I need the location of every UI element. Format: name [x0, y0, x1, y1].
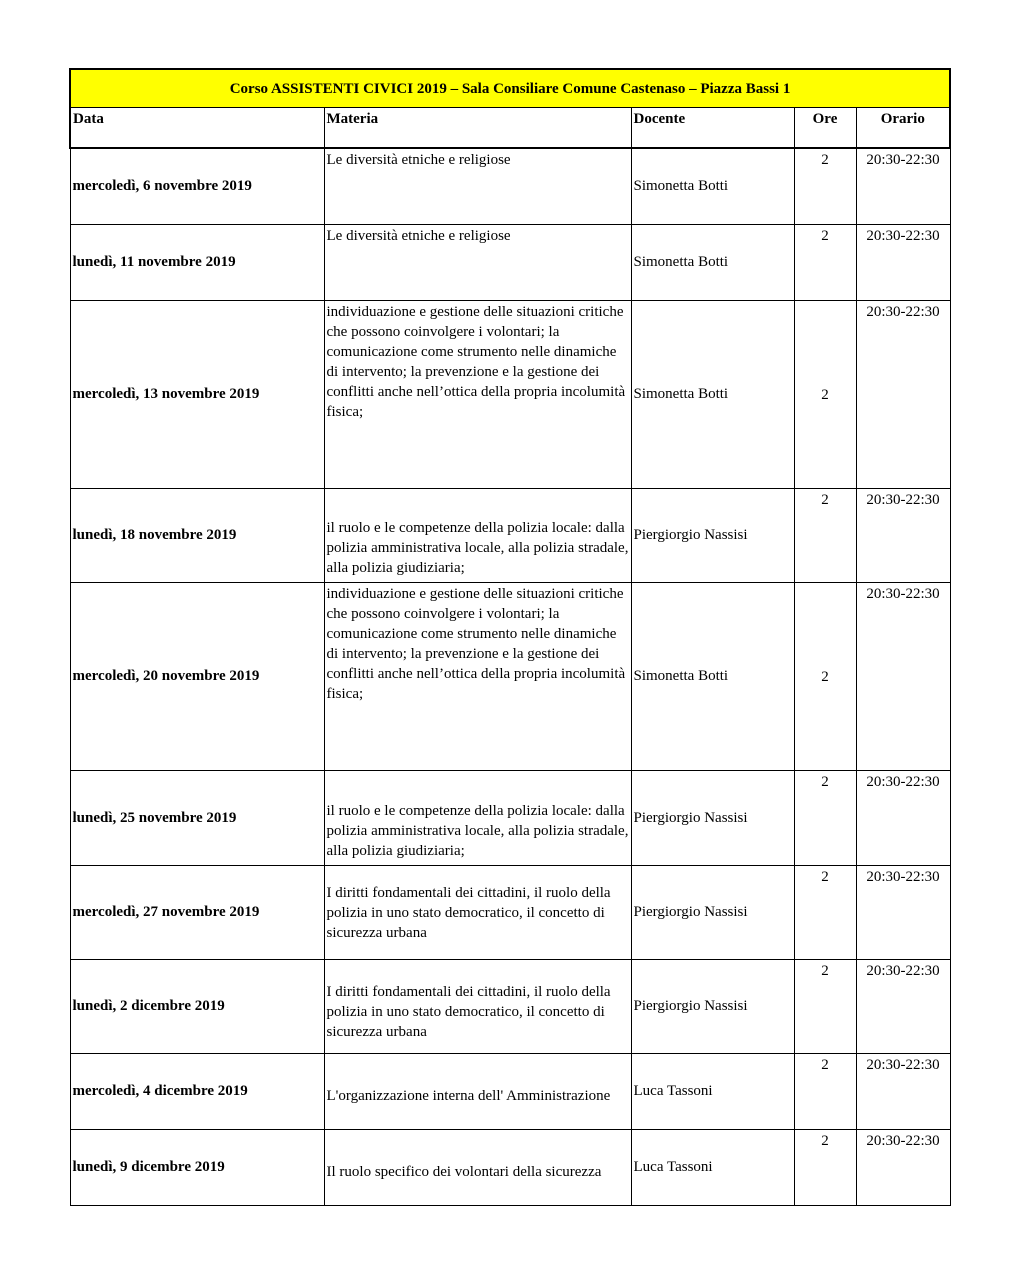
date-cell: mercoledì, 6 novembre 2019 — [70, 148, 324, 224]
time-cell: 20:30-22:30 — [856, 865, 950, 959]
table-row — [70, 959, 950, 1053]
header-docente: Docente — [631, 108, 794, 149]
header-ore: Ore — [794, 108, 856, 149]
subject-cell: individuazione e gestione delle situazioni critiche che possono coinvolgere i volontari; la comunicazione come strumento nelle dinamiche di intervento; la prevenzione e la gestione dei conflitti anche nell’ottica della propria incolumità fisica; — [324, 582, 631, 770]
time-cell: 20:30-22:30 — [856, 1053, 950, 1129]
date-cell: mercoledì, 20 novembre 2019 — [70, 582, 324, 770]
teacher-cell: Piergiorgio Nassisi — [631, 488, 794, 582]
subject-cell: il ruolo e le competenze della polizia locale: dalla polizia amministrativa locale, alla polizia stradale, alla polizia giudiziaria; — [324, 488, 631, 582]
subject-cell: I diritti fondamentali dei cittadini, il ruolo della polizia in uno stato democratico, il concetto di sicurezza urbana — [324, 865, 631, 959]
hours-cell: 2 — [794, 582, 856, 770]
time-cell: 20:30-22:30 — [856, 300, 950, 488]
table-row — [70, 224, 950, 300]
table-row — [70, 148, 950, 224]
teacher-cell: Simonetta Botti — [631, 300, 794, 488]
hours-cell: 2 — [794, 1129, 856, 1205]
course-title: Corso ASSISTENTI CIVICI 2019 – Sala Consiliare Comune Castenaso – Piazza Bassi 1 — [70, 69, 950, 108]
time-cell: 20:30-22:30 — [856, 770, 950, 865]
subject-cell: il ruolo e le competenze della polizia locale: dalla polizia amministrativa locale, alla polizia stradale, alla polizia giudiziaria; — [324, 770, 631, 865]
time-cell: 20:30-22:30 — [856, 224, 950, 300]
date-cell: mercoledì, 27 novembre 2019 — [70, 865, 324, 959]
hours-cell: 2 — [794, 148, 856, 224]
date-cell: lunedì, 25 novembre 2019 — [70, 770, 324, 865]
teacher-cell: Luca Tassoni — [631, 1129, 794, 1205]
time-cell: 20:30-22:30 — [856, 488, 950, 582]
course-schedule-table — [69, 68, 951, 1206]
table-row — [70, 582, 950, 770]
hours-cell: 2 — [794, 300, 856, 488]
date-cell: lunedì, 2 dicembre 2019 — [70, 959, 324, 1053]
teacher-cell: Piergiorgio Nassisi — [631, 959, 794, 1053]
time-cell: 20:30-22:30 — [856, 582, 950, 770]
time-cell: 20:30-22:30 — [856, 1129, 950, 1205]
table-row — [70, 865, 950, 959]
subject-cell: Le diversità etniche e religiose — [324, 224, 631, 300]
teacher-cell: Simonetta Botti — [631, 148, 794, 224]
teacher-cell: Piergiorgio Nassisi — [631, 865, 794, 959]
date-cell: mercoledì, 13 novembre 2019 — [70, 300, 324, 488]
subject-cell: L'organizzazione interna dell' Amministrazione — [324, 1053, 631, 1129]
subject-cell: I diritti fondamentali dei cittadini, il ruolo della polizia in uno stato democratico, il concetto di sicurezza urbana — [324, 959, 631, 1053]
table-row — [70, 1053, 950, 1129]
date-cell: lunedì, 18 novembre 2019 — [70, 488, 324, 582]
date-cell: lunedì, 11 novembre 2019 — [70, 224, 324, 300]
header-orario: Orario — [856, 108, 950, 149]
table-row — [70, 488, 950, 582]
time-cell: 20:30-22:30 — [856, 959, 950, 1053]
hours-cell: 2 — [794, 959, 856, 1053]
hours-cell: 2 — [794, 224, 856, 300]
teacher-cell: Simonetta Botti — [631, 582, 794, 770]
teacher-cell: Simonetta Botti — [631, 224, 794, 300]
header-row — [70, 108, 950, 149]
header-data: Data — [70, 108, 324, 149]
title-row — [70, 69, 950, 108]
table-row — [70, 300, 950, 488]
date-cell: lunedì, 9 dicembre 2019 — [70, 1129, 324, 1205]
subject-cell: individuazione e gestione delle situazioni critiche che possono coinvolgere i volontari; la comunicazione come strumento nelle dinamiche di intervento; la prevenzione e la gestione dei conflitti anche nell’ottica della propria incolumità fisica; — [324, 300, 631, 488]
date-cell: mercoledì, 4 dicembre 2019 — [70, 1053, 324, 1129]
hours-cell: 2 — [794, 488, 856, 582]
table-row — [70, 770, 950, 865]
hours-cell: 2 — [794, 1053, 856, 1129]
teacher-cell: Piergiorgio Nassisi — [631, 770, 794, 865]
hours-cell: 2 — [794, 865, 856, 959]
subject-cell: Le diversità etniche e religiose — [324, 148, 631, 224]
time-cell: 20:30-22:30 — [856, 148, 950, 224]
header-materia: Materia — [324, 108, 631, 149]
teacher-cell: Luca Tassoni — [631, 1053, 794, 1129]
hours-cell: 2 — [794, 770, 856, 865]
subject-cell: Il ruolo specifico dei volontari della sicurezza — [324, 1129, 631, 1205]
table-row — [70, 1129, 950, 1205]
